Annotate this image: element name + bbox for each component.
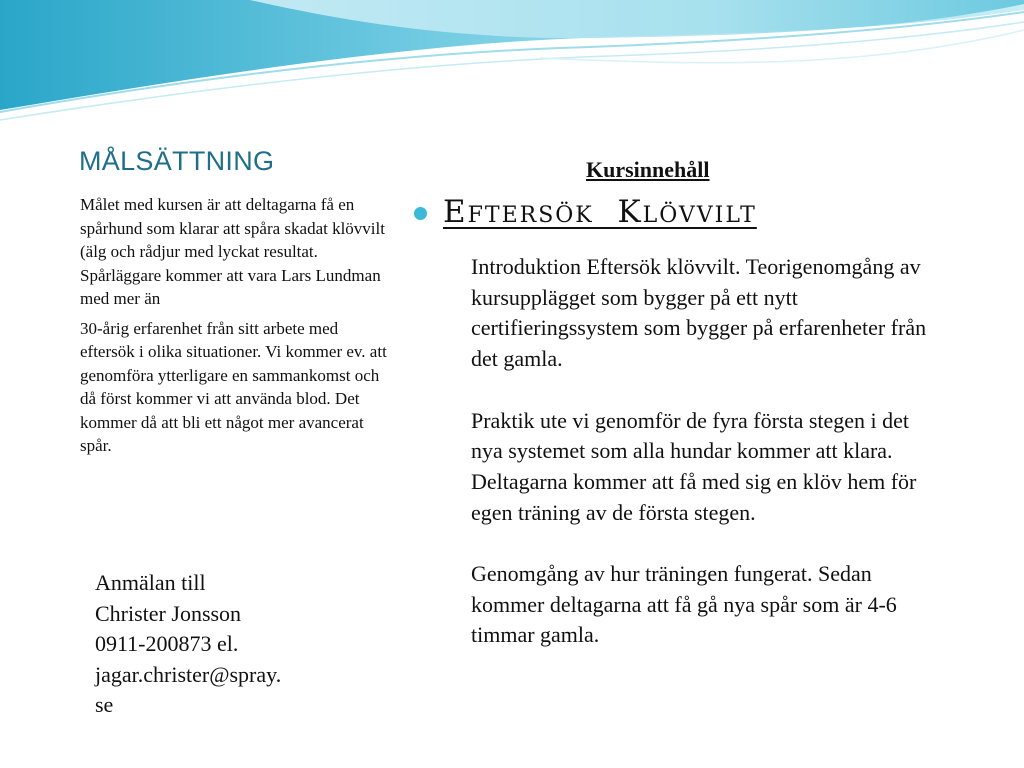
bullet-heading: Eftersök Klövvilt (443, 194, 757, 230)
contact-email: jagar.christer@spray. (95, 661, 282, 687)
contact-email-continued: se (95, 692, 114, 717)
goal-description (80, 193, 390, 458)
content-paragraph: Introduktion Eftersök klövvilt. Teorigenomgång av kursupplägget som bygger på ett nytt certifieringssystem som bygger på erfarenheter från det gamla. (471, 254, 927, 372)
bullet-dot-icon (414, 207, 427, 220)
goal-paragraph: Målet med kursen är att deltagarna få en spårhund som klarar att spåra skadat klövvilt (älg och rådjur med lyckat resultat. Spårläggare kommer att vara Lars Lundman med mer än (80, 195, 385, 308)
contact-line: Anmälan till (95, 570, 206, 595)
bullet-item (414, 194, 757, 230)
slide-title: MÅLSÄTTNING (79, 146, 275, 176)
course-content-body (471, 252, 941, 651)
content-paragraph: Genomgång av hur träningen fungerat. Sedan kommer deltagarna att få gå nya spår som är 4-6 timmar gamla. (471, 561, 897, 648)
goal-paragraph: 30-årig erfarenhet från sitt arbete med eftersök i olika situationer. Vi kommer ev. att genomföra ytterligare en sammankomst och då först kommer vi att använda blod. Det kommer då att bli ett något mer avancerat spår. (80, 318, 387, 455)
course-content-heading: Kursinnehåll (586, 157, 710, 182)
content-paragraph: Praktik ute vi genomför de fyra första stegen i det nya systemet som alla hundar kommer att klara. Deltagarna kommer att få med sig en klöv hem för egen träning av de första stegen. (471, 407, 917, 525)
contact-phone: 0911-200873 el. (95, 631, 239, 656)
contact-info (95, 568, 335, 721)
contact-line: Christer Jonsson (95, 600, 242, 626)
header-wave-decoration (0, 0, 1024, 140)
